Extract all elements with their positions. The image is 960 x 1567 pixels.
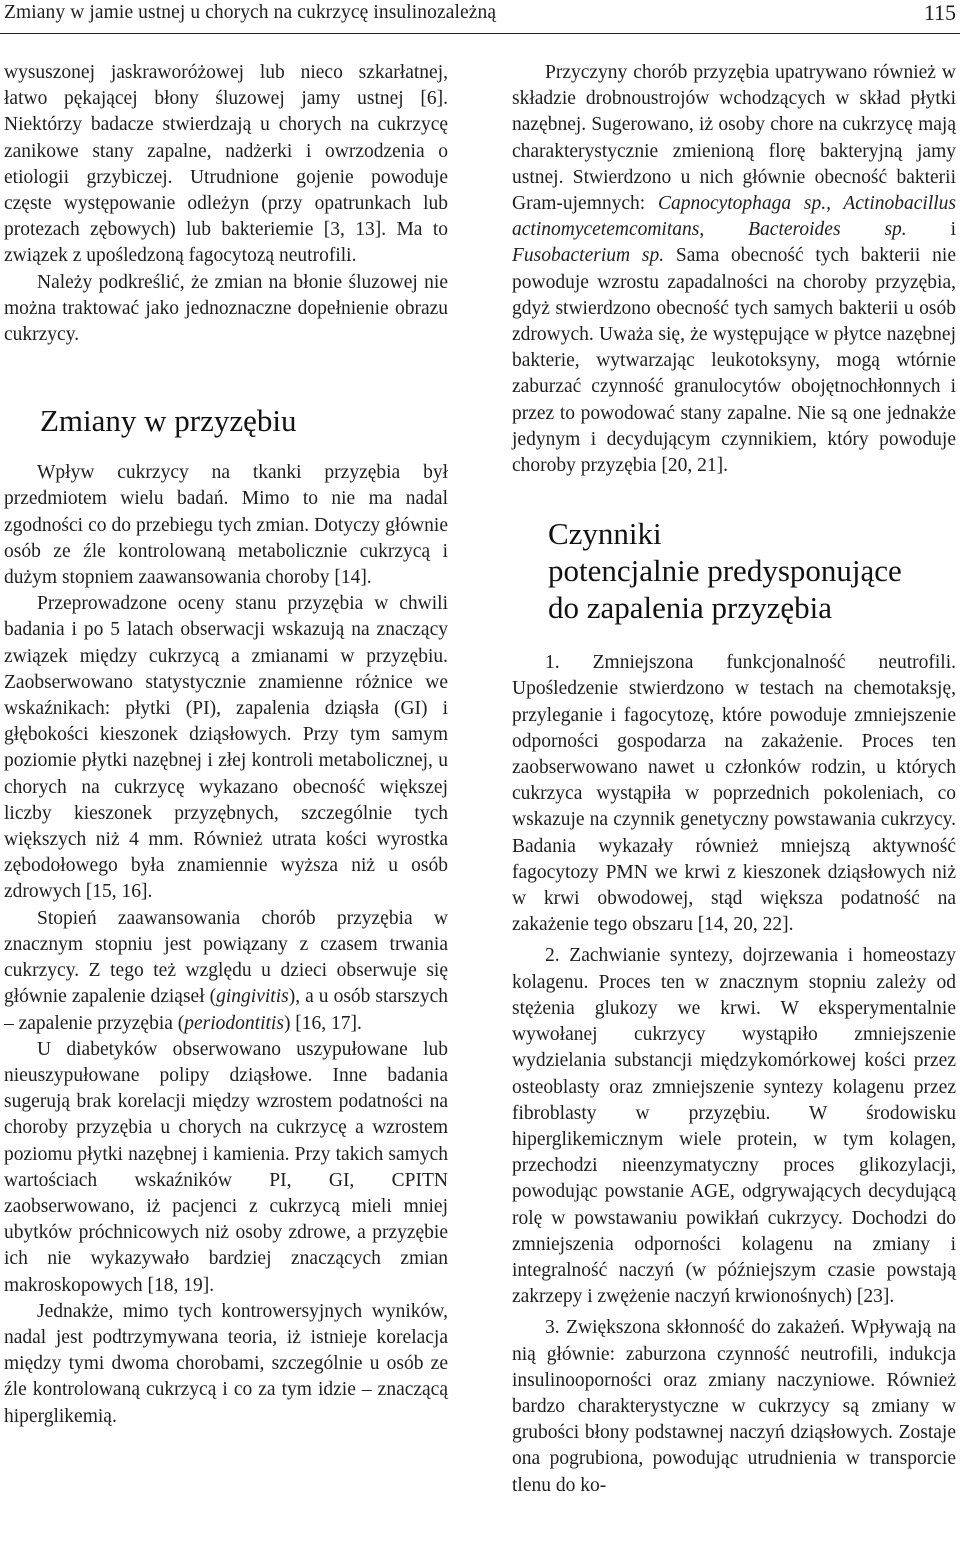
text-fragment: Sama obecność tych bakterii nie powoduje wzrostu zapadalności na choroby przyzębia, gdyż stwierdzono obecność tych samych bakterii u osób zdrowych. Uważa się, że występujące w płytce nazębnej bakterie, wytwarzając leukotoksyny, mogą wtórnie zaburzać czynność granulocytów obojętnochłonnych i przez to powodować stany zapalne. Nie są one jednakże jedynym i decydującym czynnikiem, który powoduje choroby przyzębia [20, 21]. xyxy=(512,245,956,477)
bacteria-species: Capnocytophaga sp., Actinobacillus actinomycetemcomitans, Bacteroides sp. xyxy=(512,193,956,241)
heading-line: potencjalnie predysponujące xyxy=(548,553,902,589)
paragraph-mucosa-note: Należy podkreślić, że zmian na błonie śluzowej nie można traktować jako jednoznaczne dopełnienie obrazu cukrzycy. xyxy=(4,271,448,346)
paragraph-periodontium-studies: Przeprowadzone oceny stanu przyzębia w chwili badania i po 5 latach obserwacji wskazują na znaczący związek między cukrzycą a zmianami w przyzębiu. Zaobserwowano statystycznie znamienne różnice we wskaźnikach: płytki (PI), zapalenia dziąsła (GI) i głębokości kieszonek dziąsłowych. Przy tym samym poziomie płytki nazębnej i złej kontroli metabolicznej, u chorych na cukrzycę wykazano obecność większej liczby kieszonek przyzębnych, szczególnie tych większych niż 4 mm. Również utrata kości wyrostka zębodołowego była znamiennie wyższa niż u osób zdrowych [15, 16]. xyxy=(4,593,448,903)
paragraph-polyps: U diabetyków obserwowano uszypułowane lub nieuszypułowane polipy dziąsłowe. Inne badania sugerują brak korelacji między wzrostem podatności na choroby przyzębia u chorych na cukrzycę a wzrostem poziomu płytki nazębnej i kamienia. Przy takich samych wartościach wskaźników PI, GI, CPITN zaobserwowano, iż pacjenci z cukrzycą mieli mniej ubytków próchnicowych niż osoby zdrowe, a przyzębie ich nie wykazywało bardziej znaczących zmian makroskopowych [18, 19]. xyxy=(4,1038,448,1296)
text-fragment: Przyczyny chorób przyzębia upatrywano również w składzie drobnoustrojów wchodzących w skład płytki nazębnej. Sugerowano, iż osoby chore na cukrzycę mają charakterystycznie zmienioną florę bakteryjną jamy ustnej. Stwierdzono u nich głównie obecność bakterii Gram-ujemnych: xyxy=(512,62,956,215)
term-gingivitis: gingivitis xyxy=(216,986,289,1008)
text-fragment: ), a u osób starszych – zapalenie przyzębia ( xyxy=(4,986,448,1034)
text-fragment: Stopień zaawansowania chorób przyzębia w znacznym stopniu jest powiązany z czasem trwania cukrzycy. Z tego też względu u dzieci obserwuje się głównie zapalenie dziąseł ( xyxy=(4,907,448,1008)
right-column xyxy=(512,60,956,1499)
factor-collagen: 2. Zachwianie syntezy, dojrzewania i homeostazy kolagenu. Proces ten w znacznym stopniu zależy od stężenia glukozy we krwi. W eksperymentalnie wywołanej cukrzycy wystąpiło zmniejszenie wydzielania substancji międzykomórkowej kości przez osteoblasty oraz zmniejszenie syntezy kolagenu przez fibroblasty w przyzębiu. W środowisku hiperglikemicznym wiele protein, w tym kolagen, przechodzi nieenzymatyczny proces glikozylacji, powodując powstanie AGE, odgrywających decydującą rolę w powstawaniu powikłań cukrzycy. Dochodzi do zmniejszenia odporności kolagenu na zmiany i integralność naczyń (w późniejszym czasie powstają zakrzepy i zwężenie naczyń krwionośnych) [23]. xyxy=(512,945,956,1308)
paragraph-mucosa: wysuszonej jaskraworóżowej lub nieco szkarłatnej, łatwo pękającej błony śluzowej jamy ustnej [6]. Niektórzy badacze stwierdzają u chorych na cukrzycę zanikowe stany zapalne, nadżerki i owrzodzenia o etiologii grzybiczej. Utrudnione gojenie powoduje częste występowanie odleżyn (przy opatrunkach lub protezach zębowych) lub bakteriemie [3, 13]. Ma to związek z upośledzoną fagocytozą neutrofili. xyxy=(4,62,448,267)
text-fragment: ) [16, 17]. xyxy=(283,1012,362,1034)
text-fragment: i xyxy=(906,219,956,241)
section-heading-periodontium: Zmiany w przyzębiu xyxy=(40,403,297,439)
header-rule xyxy=(0,33,960,34)
paragraph-correlation: Jednakże, mimo tych kontrowersyjnych wyników, nadal jest podtrzymywana teoria, iż istnieje korelacja między tymi dwoma chorobami, szczególnie u osób ze źle kontrolowaną cukrzycą i co za tym idzie – znaczącą hiperglikemią. xyxy=(4,1300,448,1427)
section-heading-factors xyxy=(548,515,956,626)
term-periodontitis: periodontitis xyxy=(184,1012,284,1034)
factor-infections: 3. Zwiększona skłonność do zakażeń. Wpływają na nią głównie: zaburzona czynność neutrofili, indukcja insulinooporności oraz zmiany naczyniowe. Również bardzo charakterystyczne w cukrzycy są zmiany w grubości błony podstawnej naczyń dziąsłowych. Zostaje ona pogrubiona, powodując utrudnienia w transporcie tlenu do ko- xyxy=(512,1317,956,1496)
left-column xyxy=(4,60,448,1430)
running-header xyxy=(0,0,960,34)
factor-neutrophils: 1. Zmniejszona funkcjonalność neutrofili. Upośledzenie stwierdzono w testach na chemotaksję, przyleganie i fagocytozę, które powoduje zmniejszenie odporności gospodarza na zakażenie. Proces ten zaobserwowano nawet u członków rodzin, u których cukrzyca wystąpiła w poprzednich pokoleniach, co wskazuje na czynnik genetyczny powstawania cukrzycy. Badania wykazały również mniejszą aktywność fagocytozy PMN we krwi z kieszonek dziąsłowych niż w krwi obwodowej, stąd większa podatność na zakażenie tego obszaru [14, 20, 22]. xyxy=(512,652,956,936)
paragraph-periodontium-intro: Wpływ cukrzycy na tkanki przyzębia był przedmiotem wielu badań. Mimo to nie ma nadal zgodności co do przebiegu tych zmian. Dotyczy głównie osób ze źle kontrolowaną metabolicznie cukrzycą i dużym stopniem zaawansowania choroby [14]. xyxy=(4,462,448,589)
running-title: Zmiany w jamie ustnej u chorych na cukrzycę insulinozależną xyxy=(4,2,497,23)
paragraph-disease-duration xyxy=(4,906,448,1037)
heading-line: Czynniki xyxy=(548,516,662,552)
heading-line: do zapalenia przyzębia xyxy=(548,590,832,626)
page-number: 115 xyxy=(923,0,956,25)
bacteria-species-2: Fusobacterium sp. xyxy=(512,245,665,267)
paragraph-bacteria xyxy=(512,60,956,479)
